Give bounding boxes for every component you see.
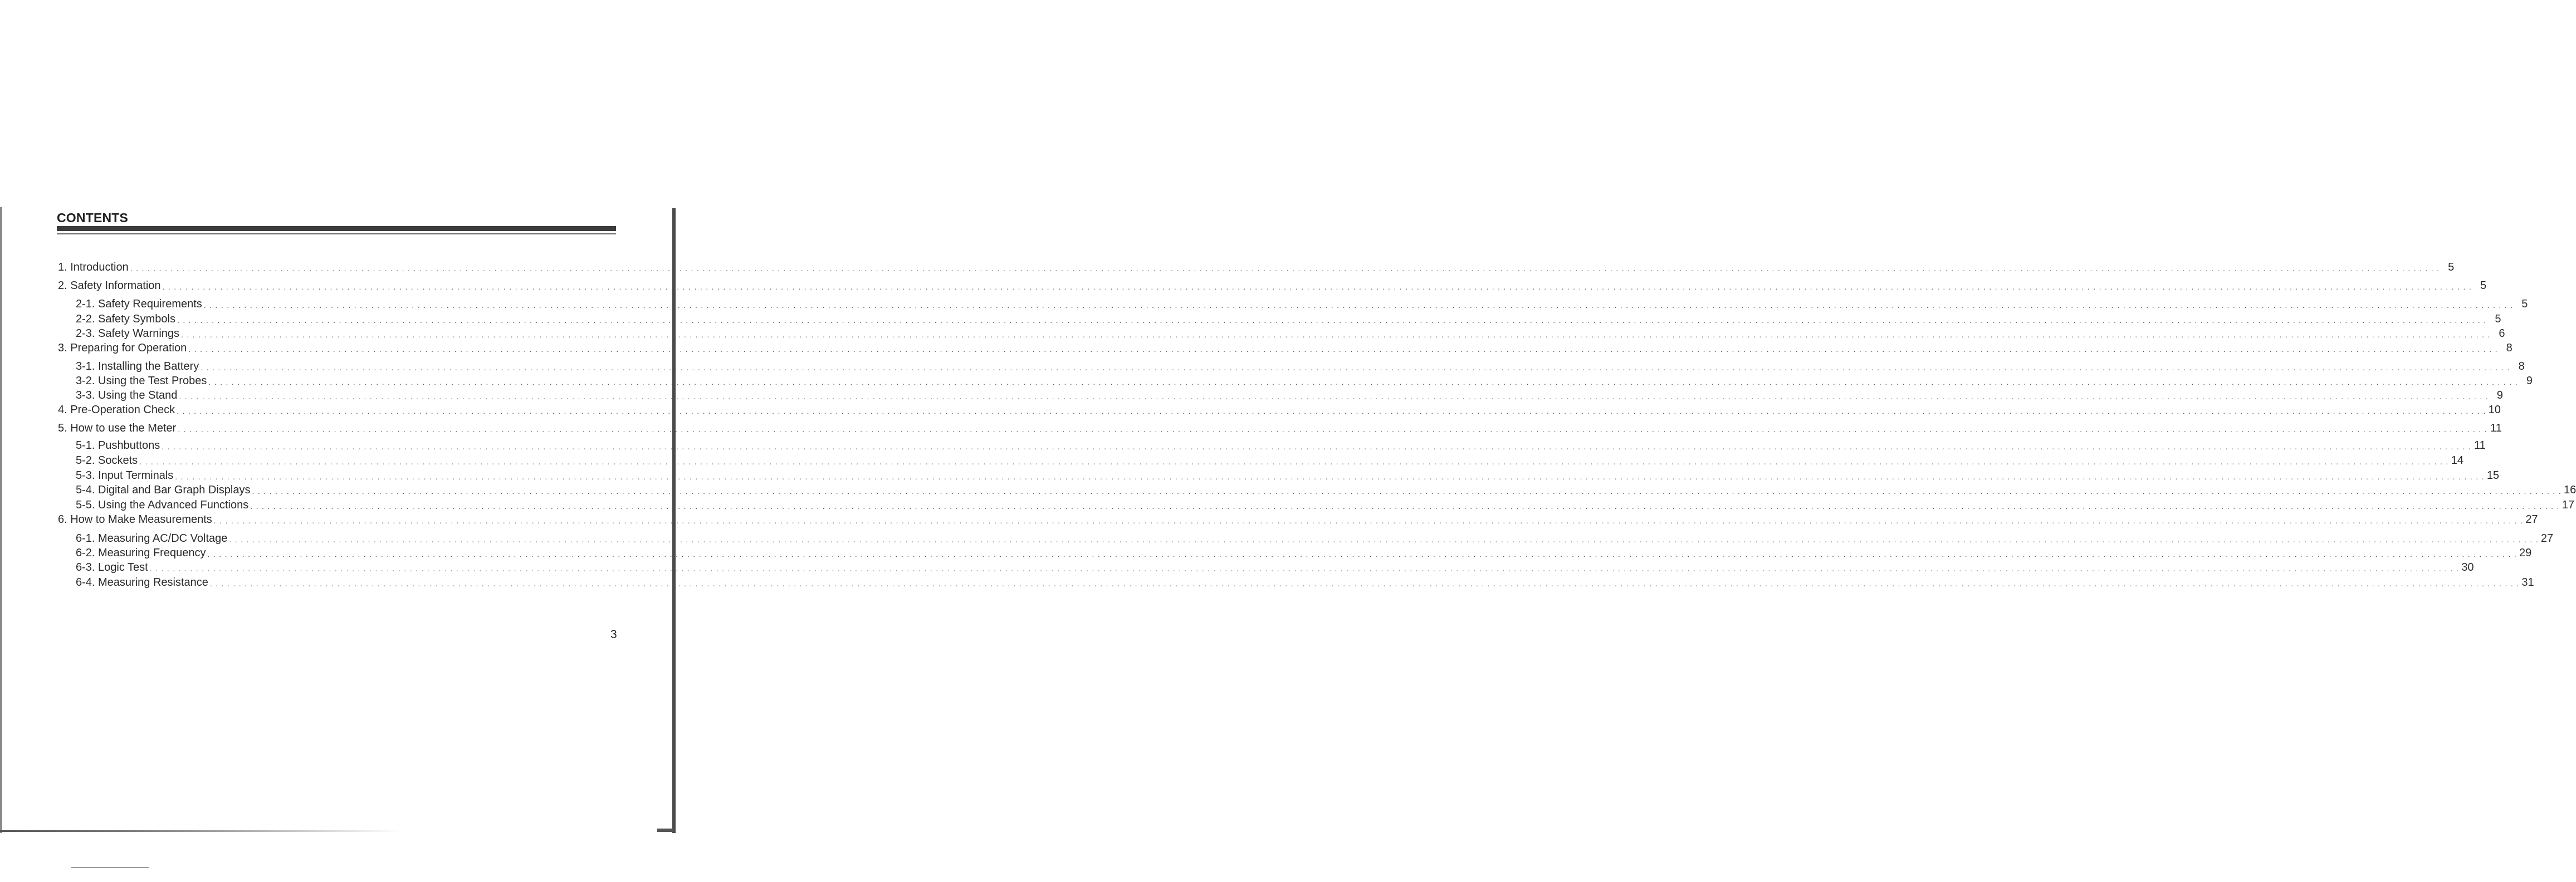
toc-entry <box>58 497 2574 512</box>
toc-entry-label: 2-3. Safety Warnings <box>76 327 180 340</box>
toc-entry-page: 27 <box>2525 513 2538 526</box>
scan-edge-bottom <box>0 830 401 832</box>
toc-entry-label: 3-2. Using the Test Probes <box>76 375 207 387</box>
toc-dot-leader: . . . . . . . . . . . . . . . . . . . . . . . . . . . . . . . . . . . . . . . . . . . . . . . . . . . . . . . . . . . . . . . . . . . . . . . . . . . . . . . . . . . . . . . . . . . . . . . . . . . . . . . . . . . . . . . . . . . . . . . . . . . . . . . . . . . . . . . . . . . . . . . . . . . . . . . . . . . . . . . . . . . . . . . . . . . . . . . . . . . . . . . . . . . . . . . . . . . . . . . . . . . . . . . . . . . . . . . . . . . . . . . . . . . . . . . . . . . . . . . . . . . . . . . . . . . . . . . . . . . . . . . . . . . . . . . . . . . . . . . . . . . . . . . . . . . . . . . . . . . . . . . . . . . . . . . . . . . . . . . . . . . . . . . . . . . . . . . . . . . . . . . . . . . . . . . . . . . . . . . . . . . . . . . . . . . . . . . . . . . . . . . . . . . . . . . . . . . . . . . . <box>130 264 2440 273</box>
toc-dot-leader: . . . . . . . . . . . . . . . . . . . . . . . . . . . . . . . . . . . . . . . . . . . . . . . . . . . . . . . . . . . . . . . . . . . . . . . . . . . . . . . . . . . . . . . . . . . . . . . . . . . . . . . . . . . . . . . . . . . . . . . . . . . . . . . . . . . . . . . . . . . . . . . . . . . . . . . . . . . . . . . . . . . . . . . . . . . . . . . . . . . . . . . . . . . . . . . . . . . . . . . . . . . . . . . . . . . . . . . . . . . . . . . . . . . . . . . . . . . . . . . . . . . . . . . . . . . . . . . . . . . . . . . . . . . . . . . . . . . . . . . . . . . . . . . . . . . . . . . . . . . . . . . . . . . . . . . . . . . . . . . . . . . . . . . . . . . . . . . . . . . . . . . . . . . . . . . . . . . . . . . . . . . . . . . . . . . . . . . . . . . . . . . . . . . . . . . . . . . . . . . . <box>209 579 2520 588</box>
toc-entry-label: 5-3. Input Terminals <box>76 469 174 482</box>
title-rule-thin <box>57 233 616 234</box>
toc-entry <box>58 311 2501 326</box>
toc-entry-page: 5 <box>2521 298 2528 310</box>
toc-entry-page: 16 <box>2564 484 2576 496</box>
toc-dot-leader: . . . . . . . . . . . . . . . . . . . . . . . . . . . . . . . . . . . . . . . . . . . . . . . . . . . . . . . . . . . . . . . . . . . . . . . . . . . . . . . . . . . . . . . . . . . . . . . . . . . . . . . . . . . . . . . . . . . . . . . . . . . . . . . . . . . . . . . . . . . . . . . . . . . . . . . . . . . . . . . . . . . . . . . . . . . . . . . . . . . . . . . . . . . . . . . . . . . . . . . . . . . . . . . . . . . . . . . . . . . . . . . . . . . . . . . . . . . . . . . . . . . . . . . . . . . . . . . . . . . . . . . . . . . . . . . . . . . . . . . . . . . . . . . . . . . . . . . . . . . . . . . . . . . . . . . . . . . . . . . . . . . . . . . . . . . . . . . . . . . . . . . . . . . . . . . . . . . . . . . . . . . . . . . . . . . . . . . . . . . . . . . . . . . . . . . . . . . . . . . . <box>181 330 2491 339</box>
toc-entry-label: 5-5. Using the Advanced Functions <box>76 499 249 511</box>
toc-entry-page: 8 <box>2518 360 2525 373</box>
toc-dot-leader: . . . . . . . . . . . . . . . . . . . . . . . . . . . . . . . . . . . . . . . . . . . . . . . . . . . . . . . . . . . . . . . . . . . . . . . . . . . . . . . . . . . . . . . . . . . . . . . . . . . . . . . . . . . . . . . . . . . . . . . . . . . . . . . . . . . . . . . . . . . . . . . . . . . . . . . . . . . . . . . . . . . . . . . . . . . . . . . . . . . . . . . . . . . . . . . . . . . . . . . . . . . . . . . . . . . . . . . . . . . . . . . . . . . . . . . . . . . . . . . . . . . . . . . . . . . . . . . . . . . . . . . . . . . . . . . . . . . . . . . . . . . . . . . . . . . . . . . . . . . . . . . . . . . . . . . . . . . . . . . . . . . . . . . . . . . . . . . . . . . . . . . . . . . . . . . . . . . . . . . . . . . . . . . . . . . . . . . . . . . . . . . . . . . . . . . . . . . . . . . . <box>177 316 2487 325</box>
toc-entry-page: 5 <box>2448 261 2455 273</box>
scan-edge-left <box>0 207 2 833</box>
toc-entry-label: 2-1. Safety Requirements <box>76 298 202 310</box>
toc-entry <box>58 388 2503 402</box>
toc-dot-leader: . . . . . . . . . . . . . . . . . . . . . . . . . . . . . . . . . . . . . . . . . . . . . . . . . . . . . . . . . . . . . . . . . . . . . . . . . . . . . . . . . . . . . . . . . . . . . . . . . . . . . . . . . . . . . . . . . . . . . . . . . . . . . . . . . . . . . . . . . . . . . . . . . . . . . . . . . . . . . . . . . . . . . . . . . . . . . . . . . . . . . . . . . . . . . . . . . . . . . . . . . . . . . . . . . . . . . . . . . . . . . . . . . . . . . . . . . . . . . . . . . . . . . . . . . . . . . . . . . . . . . . . . . . . . . . . . . . . . . . . . . . . . . . . . . . . . . . . . . . . . . . . . . . . . . . . . . . . . . . . . . . . . . . . . . . . . . . . . . . . . . . . . . . . . . . . . . . . . . . . . . . . . . . . . . . . . . . . . . . . . . . . . . . . . . . . . . . . . . . . . <box>149 564 2460 573</box>
toc-entry <box>58 373 2533 388</box>
toc-entry-label: 1. Introduction <box>58 261 129 273</box>
toc-entry <box>58 278 2487 292</box>
toc-entry <box>58 359 2525 373</box>
toc-entry-label: 5-4. Digital and Bar Graph Displays <box>76 484 251 496</box>
toc-dot-leader: . . . . . . . . . . . . . . . . . . . . . . . . . . . . . . . . . . . . . . . . . . . . . . . . . . . . . . . . . . . . . . . . . . . . . . . . . . . . . . . . . . . . . . . . . . . . . . . . . . . . . . . . . . . . . . . . . . . . . . . . . . . . . . . . . . . . . . . . . . . . . . . . . . . . . . . . . . . . . . . . . . . . . . . . . . . . . . . . . . . . . . . . . . . . . . . . . . . . . . . . . . . . . . . . . . . . . . . . . . . . . . . . . . . . . . . . . . . . . . . . . . . . . . . . . . . . . . . . . . . . . . . . . . . . . . . . . . . . . . . . . . . . . . . . . . . . . . . . . . . . . . . . . . . . . . . . . . . . . . . . . . . . . . . . . . . . . . . . . . . . . . . . . . . . . . . . . . . . . . . . . . . . . . . . . . . . . . . . . . . . . . . . . . . . . . . . . . . . . . . . <box>203 301 2514 310</box>
toc-entry <box>58 326 2505 340</box>
toc-entry-page: 14 <box>2451 454 2463 467</box>
toc-dot-leader: . . . . . . . . . . . . . . . . . . . . . . . . . . . . . . . . . . . . . . . . . . . . . . . . . . . . . . . . . . . . . . . . . . . . . . . . . . . . . . . . . . . . . . . . . . . . . . . . . . . . . . . . . . . . . . . . . . . . . . . . . . . . . . . . . . . . . . . . . . . . . . . . . . . . . . . . . . . . . . . . . . . . . . . . . . . . . . . . . . . . . . . . . . . . . . . . . . . . . . . . . . . . . . . . . . . . . . . . . . . . . . . . . . . . . . . . . . . . . . . . . . . . . . . . . . . . . . . . . . . . . . . . . . . . . . . . . . . . . . . . . . . . . . . . . . . . . . . . . . . . . . . . . . . . . . . . . . . . . . . . . . . . . . . . . . . . . . . . . . . . . . . . . . . . . . . . . . . . . . . . . . . . . . . . . . . . . . . . . . . . . . . . . . . . . . . . . . . . . . . . <box>139 457 2449 466</box>
title-rule-thick <box>57 226 616 231</box>
toc-entry-label: 5. How to use the Meter <box>58 422 177 434</box>
toc-dot-leader: . . . . . . . . . . . . . . . . . . . . . . . . . . . . . . . . . . . . . . . . . . . . . . . . . . . . . . . . . . . . . . . . . . . . . . . . . . . . . . . . . . . . . . . . . . . . . . . . . . . . . . . . . . . . . . . . . . . . . . . . . . . . . . . . . . . . . . . . . . . . . . . . . . . . . . . . . . . . . . . . . . . . . . . . . . . . . . . . . . . . . . . . . . . . . . . . . . . . . . . . . . . . . . . . . . . . . . . . . . . . . . . . . . . . . . . . . . . . . . . . . . . . . . . . . . . . . . . . . . . . . . . . . . . . . . . . . . . . . . . . . . . . . . . . . . . . . . . . . . . . . . . . . . . . . . . . . . . . . . . . . . . . . . . . . . . . . . . . . . . . . . . . . . . . . . . . . . . . . . . . . . . . . . . . . . . . . . . . . . . . . . . . . . . . . . . . . . . . . . . . <box>177 406 2486 415</box>
toc-entry-page: 5 <box>2480 280 2487 292</box>
toc-entry-page: 27 <box>2540 532 2554 545</box>
toc-entry-label: 3. Preparing for Operation <box>58 342 187 354</box>
toc-dot-leader: . . . . . . . . . . . . . . . . . . . . . . . . . . . . . . . . . . . . . . . . . . . . . . . . . . . . . . . . . . . . . . . . . . . . . . . . . . . . . . . . . . . . . . . . . . . . . . . . . . . . . . . . . . . . . . . . . . . . . . . . . . . . . . . . . . . . . . . . . . . . . . . . . . . . . . . . . . . . . . . . . . . . . . . . . . . . . . . . . . . . . . . . . . . . . . . . . . . . . . . . . . . . . . . . . . . . . . . . . . . . . . . . . . . . . . . . . . . . . . . . . . . . . . . . . . . . . . . . . . . . . . . . . . . . . . . . . . . . . . . . . . . . . . . . . . . . . . . . . . . . . . . . . . . . . . . . . . . . . . . . . . . . . . . . . . . . . . . . . . . . . . . . . . . . . . . . . . . . . . . . . . . . . . . . . . . . . . . . . . . . . . . . . . . . . . . . . . . . . . . . <box>208 378 2518 386</box>
toc-entry-page: 17 <box>2562 499 2574 511</box>
toc-dot-leader: . . . . . . . . . . . . . . . . . . . . . . . . . . . . . . . . . . . . . . . . . . . . . . . . . . . . . . . . . . . . . . . . . . . . . . . . . . . . . . . . . . . . . . . . . . . . . . . . . . . . . . . . . . . . . . . . . . . . . . . . . . . . . . . . . . . . . . . . . . . . . . . . . . . . . . . . . . . . . . . . . . . . . . . . . . . . . . . . . . . . . . . . . . . . . . . . . . . . . . . . . . . . . . . . . . . . . . . . . . . . . . . . . . . . . . . . . . . . . . . . . . . . . . . . . . . . . . . . . . . . . . . . . . . . . . . . . . . . . . . . . . . . . . . . . . . . . . . . . . . . . . . . . . . . . . . . . . . . . . . . . . . . . . . . . . . . . . . . . . . . . . . . . . . . . . . . . . . . . . . . . . . . . . . . . . . . . . . . . . . . . . . . . . . . . . . . . . . . . . . . <box>207 550 2517 558</box>
toc-entry-page: 29 <box>2519 547 2532 559</box>
toc-entry <box>58 560 2474 574</box>
toc-entry <box>58 482 2576 497</box>
toc-entry <box>58 402 2501 416</box>
toc-entry-page: 10 <box>2488 404 2501 416</box>
toc-entry-page: 6 <box>2499 327 2505 340</box>
toc-dot-leader: . . . . . . . . . . . . . . . . . . . . . . . . . . . . . . . . . . . . . . . . . . . . . . . . . . . . . . . . . . . . . . . . . . . . . . . . . . . . . . . . . . . . . . . . . . . . . . . . . . . . . . . . . . . . . . . . . . . . . . . . . . . . . . . . . . . . . . . . . . . . . . . . . . . . . . . . . . . . . . . . . . . . . . . . . . . . . . . . . . . . . . . . . . . . . . . . . . . . . . . . . . . . . . . . . . . . . . . . . . . . . . . . . . . . . . . . . . . . . . . . . . . . . . . . . . . . . . . . . . . . . . . . . . . . . . . . . . . . . . . . . . . . . . . . . . . . . . . . . . . . . . . . . . . . . . . . . . . . . . . . . . . . . . . . . . . . . . . . . . . . . . . . . . . . . . . . . . . . . . . . . . . . . . . . . . . . . . . . . . . . . . . . . . . . . . . . . . . . . . . . <box>178 425 2487 434</box>
toc-entry-page: 9 <box>2496 389 2503 401</box>
toc-entry-page: 8 <box>2506 342 2513 354</box>
toc-entry-label: 2-2. Safety Symbols <box>76 313 175 325</box>
toc-dot-leader: . . . . . . . . . . . . . . . . . . . . . . . . . . . . . . . . . . . . . . . . . . . . . . . . . . . . . . . . . . . . . . . . . . . . . . . . . . . . . . . . . . . . . . . . . . . . . . . . . . . . . . . . . . . . . . . . . . . . . . . . . . . . . . . . . . . . . . . . . . . . . . . . . . . . . . . . . . . . . . . . . . . . . . . . . . . . . . . . . . . . . . . . . . . . . . . . . . . . . . . . . . . . . . . . . . . . . . . . . . . . . . . . . . . . . . . . . . . . . . . . . . . . . . . . . . . . . . . . . . . . . . . . . . . . . . . . . . . . . . . . . . . . . . . . . . . . . . . . . . . . . . . . . . . . . . . . . . . . . . . . . . . . . . . . . . . . . . . . . . . . . . . . . . . . . . . . . . . . . . . . . . . . . . . . . . . . . . . . . . . . . . . . . . . . . . . . . . . . . . . . <box>201 363 2510 372</box>
toc-entry <box>58 438 2486 452</box>
toc-entry-page: 15 <box>2486 469 2500 482</box>
scan-edge-bottom-right <box>657 829 674 832</box>
toc-dot-leader: . . . . . . . . . . . . . . . . . . . . . . . . . . . . . . . . . . . . . . . . . . . . . . . . . . . . . . . . . . . . . . . . . . . . . . . . . . . . . . . . . . . . . . . . . . . . . . . . . . . . . . . . . . . . . . . . . . . . . . . . . . . . . . . . . . . . . . . . . . . . . . . . . . . . . . . . . . . . . . . . . . . . . . . . . . . . . . . . . . . . . . . . . . . . . . . . . . . . . . . . . . . . . . . . . . . . . . . . . . . . . . . . . . . . . . . . . . . . . . . . . . . . . . . . . . . . . . . . . . . . . . . . . . . . . . . . . . . . . . . . . . . . . . . . . . . . . . . . . . . . . . . . . . . . . . . . . . . . . . . . . . . . . . . . . . . . . . . . . . . . . . . . . . . . . . . . . . . . . . . . . . . . . . . . . . . . . . . . . . . . . . . . . . . . . . . . . . . . . . . . <box>162 442 2471 451</box>
toc-entry <box>58 545 2532 560</box>
toc-entry <box>58 512 2538 526</box>
toc-entry <box>58 296 2528 311</box>
toc-entry <box>58 340 2513 355</box>
toc-entry-label: 3-1. Installing the Battery <box>76 360 199 373</box>
toc-entry-label: 6. How to Make Measurements <box>58 513 212 526</box>
toc-entry-label: 2. Safety Information <box>58 280 161 292</box>
toc-entry <box>58 575 2534 589</box>
toc-entry <box>58 531 2554 545</box>
toc-entry <box>58 468 2500 482</box>
toc-entry-label: 5-1. Pushbuttons <box>76 439 160 452</box>
toc-dot-leader: . . . . . . . . . . . . . . . . . . . . . . . . . . . . . . . . . . . . . . . . . . . . . . . . . . . . . . . . . . . . . . . . . . . . . . . . . . . . . . . . . . . . . . . . . . . . . . . . . . . . . . . . . . . . . . . . . . . . . . . . . . . . . . . . . . . . . . . . . . . . . . . . . . . . . . . . . . . . . . . . . . . . . . . . . . . . . . . . . . . . . . . . . . . . . . . . . . . . . . . . . . . . . . . . . . . . . . . . . . . . . . . . . . . . . . . . . . . . . . . . . . . . . . . . . . . . . . . . . . . . . . . . . . . . . . . . . . . . . . . . . . . . . . . . . . . . . . . . . . . . . . . . . . . . . . . . . . . . . . . . . . . . . . . . . . . . . . . . . . . . . . . . . . . . . . . . . . . . . . . . . . . . . . . . . . . . . . . . . . . . . . . . . . . . . . . . . . . . . . . . <box>162 282 2472 291</box>
toc-entry-page: 11 <box>2490 422 2502 434</box>
toc-entry <box>58 259 2455 274</box>
toc-entry-page: 31 <box>2521 576 2534 589</box>
toc-dot-leader: . . . . . . . . . . . . . . . . . . . . . . . . . . . . . . . . . . . . . . . . . . . . . . . . . . . . . . . . . . . . . . . . . . . . . . . . . . . . . . . . . . . . . . . . . . . . . . . . . . . . . . . . . . . . . . . . . . . . . . . . . . . . . . . . . . . . . . . . . . . . . . . . . . . . . . . . . . . . . . . . . . . . . . . . . . . . . . . . . . . . . . . . . . . . . . . . . . . . . . . . . . . . . . . . . . . . . . . . . . . . . . . . . . . . . . . . . . . . . . . . . . . . . . . . . . . . . . . . . . . . . . . . . . . . . . . . . . . . . . . . . . . . . . . . . . . . . . . . . . . . . . . . . . . . . . . . . . . . . . . . . . . . . . . . . . . . . . . . . . . . . . . . . . . . . . . . . . . . . . . . . . . . . . . . . . . . . . . . . . . . . . . . . . . . . . . . . . . . . . . . <box>252 487 2562 496</box>
toc-entry-page: 5 <box>2495 313 2501 325</box>
toc-dot-leader: . . . . . . . . . . . . . . . . . . . . . . . . . . . . . . . . . . . . . . . . . . . . . . . . . . . . . . . . . . . . . . . . . . . . . . . . . . . . . . . . . . . . . . . . . . . . . . . . . . . . . . . . . . . . . . . . . . . . . . . . . . . . . . . . . . . . . . . . . . . . . . . . . . . . . . . . . . . . . . . . . . . . . . . . . . . . . . . . . . . . . . . . . . . . . . . . . . . . . . . . . . . . . . . . . . . . . . . . . . . . . . . . . . . . . . . . . . . . . . . . . . . . . . . . . . . . . . . . . . . . . . . . . . . . . . . . . . . . . . . . . . . . . . . . . . . . . . . . . . . . . . . . . . . . . . . . . . . . . . . . . . . . . . . . . . . . . . . . . . . . . . . . . . . . . . . . . . . . . . . . . . . . . . . . . . . . . . . . . . . . . . . . . . . . . . . . . . . . . . . . <box>250 502 2560 511</box>
toc-entry-label: 6-4. Measuring Resistance <box>76 576 208 589</box>
toc-dot-leader: . . . . . . . . . . . . . . . . . . . . . . . . . . . . . . . . . . . . . . . . . . . . . . . . . . . . . . . . . . . . . . . . . . . . . . . . . . . . . . . . . . . . . . . . . . . . . . . . . . . . . . . . . . . . . . . . . . . . . . . . . . . . . . . . . . . . . . . . . . . . . . . . . . . . . . . . . . . . . . . . . . . . . . . . . . . . . . . . . . . . . . . . . . . . . . . . . . . . . . . . . . . . . . . . . . . . . . . . . . . . . . . . . . . . . . . . . . . . . . . . . . . . . . . . . . . . . . . . . . . . . . . . . . . . . . . . . . . . . . . . . . . . . . . . . . . . . . . . . . . . . . . . . . . . . . . . . . . . . . . . . . . . . . . . . . . . . . . . . . . . . . . . . . . . . . . . . . . . . . . . . . . . . . . . . . . . . . . . . . . . . . . . . . . . . . . . . . . . . . . . <box>179 392 2489 401</box>
page-title: CONTENTS <box>57 210 129 225</box>
toc-entry-label: 3-3. Using the Stand <box>76 389 178 401</box>
page-number: 3 <box>610 628 617 641</box>
toc-entry-label: 6-1. Measuring AC/DC Voltage <box>76 532 228 545</box>
toc-entry-page: 9 <box>2526 375 2533 387</box>
toc-dot-leader: . . . . . . . . . . . . . . . . . . . . . . . . . . . . . . . . . . . . . . . . . . . . . . . . . . . . . . . . . . . . . . . . . . . . . . . . . . . . . . . . . . . . . . . . . . . . . . . . . . . . . . . . . . . . . . . . . . . . . . . . . . . . . . . . . . . . . . . . . . . . . . . . . . . . . . . . . . . . . . . . . . . . . . . . . . . . . . . . . . . . . . . . . . . . . . . . . . . . . . . . . . . . . . . . . . . . . . . . . . . . . . . . . . . . . . . . . . . . . . . . . . . . . . . . . . . . . . . . . . . . . . . . . . . . . . . . . . . . . . . . . . . . . . . . . . . . . . . . . . . . . . . . . . . . . . . . . . . . . . . . . . . . . . . . . . . . . . . . . . . . . . . . . . . . . . . . . . . . . . . . . . . . . . . . . . . . . . . . . . . . . . . . . . . . . . . . . . . . . . . . <box>175 472 2485 481</box>
toc-entry-page: 30 <box>2461 561 2474 574</box>
toc-entry-label: 5-2. Sockets <box>76 454 138 467</box>
toc-dot-leader: . . . . . . . . . . . . . . . . . . . . . . . . . . . . . . . . . . . . . . . . . . . . . . . . . . . . . . . . . . . . . . . . . . . . . . . . . . . . . . . . . . . . . . . . . . . . . . . . . . . . . . . . . . . . . . . . . . . . . . . . . . . . . . . . . . . . . . . . . . . . . . . . . . . . . . . . . . . . . . . . . . . . . . . . . . . . . . . . . . . . . . . . . . . . . . . . . . . . . . . . . . . . . . . . . . . . . . . . . . . . . . . . . . . . . . . . . . . . . . . . . . . . . . . . . . . . . . . . . . . . . . . . . . . . . . . . . . . . . . . . . . . . . . . . . . . . . . . . . . . . . . . . . . . . . . . . . . . . . . . . . . . . . . . . . . . . . . . . . . . . . . . . . . . . . . . . . . . . . . . . . . . . . . . . . . . . . . . . . . . . . . . . . . . . . . . . . . . . . . . . <box>213 516 2524 525</box>
footer-line <box>71 867 149 868</box>
toc-entry-page: 11 <box>2474 439 2486 452</box>
toc-entry <box>58 420 2502 435</box>
toc-entry-label: 6-2. Measuring Frequency <box>76 547 206 559</box>
toc-entry-label: 4. Pre-Operation Check <box>58 404 175 416</box>
toc-entry <box>58 453 2463 467</box>
toc-dot-leader: . . . . . . . . . . . . . . . . . . . . . . . . . . . . . . . . . . . . . . . . . . . . . . . . . . . . . . . . . . . . . . . . . . . . . . . . . . . . . . . . . . . . . . . . . . . . . . . . . . . . . . . . . . . . . . . . . . . . . . . . . . . . . . . . . . . . . . . . . . . . . . . . . . . . . . . . . . . . . . . . . . . . . . . . . . . . . . . . . . . . . . . . . . . . . . . . . . . . . . . . . . . . . . . . . . . . . . . . . . . . . . . . . . . . . . . . . . . . . . . . . . . . . . . . . . . . . . . . . . . . . . . . . . . . . . . . . . . . . . . . . . . . . . . . . . . . . . . . . . . . . . . . . . . . . . . . . . . . . . . . . . . . . . . . . . . . . . . . . . . . . . . . . . . . . . . . . . . . . . . . . . . . . . . . . . . . . . . . . . . . . . . . . . . . . . . . . . . . . . . . <box>188 345 2498 354</box>
toc-entry-label: 6-3. Logic Test <box>76 561 148 574</box>
toc-dot-leader: . . . . . . . . . . . . . . . . . . . . . . . . . . . . . . . . . . . . . . . . . . . . . . . . . . . . . . . . . . . . . . . . . . . . . . . . . . . . . . . . . . . . . . . . . . . . . . . . . . . . . . . . . . . . . . . . . . . . . . . . . . . . . . . . . . . . . . . . . . . . . . . . . . . . . . . . . . . . . . . . . . . . . . . . . . . . . . . . . . . . . . . . . . . . . . . . . . . . . . . . . . . . . . . . . . . . . . . . . . . . . . . . . . . . . . . . . . . . . . . . . . . . . . . . . . . . . . . . . . . . . . . . . . . . . . . . . . . . . . . . . . . . . . . . . . . . . . . . . . . . . . . . . . . . . . . . . . . . . . . . . . . . . . . . . . . . . . . . . . . . . . . . . . . . . . . . . . . . . . . . . . . . . . . . . . . . . . . . . . . . . . . . . . . . . . . . . . . . . . . . <box>229 535 2539 544</box>
